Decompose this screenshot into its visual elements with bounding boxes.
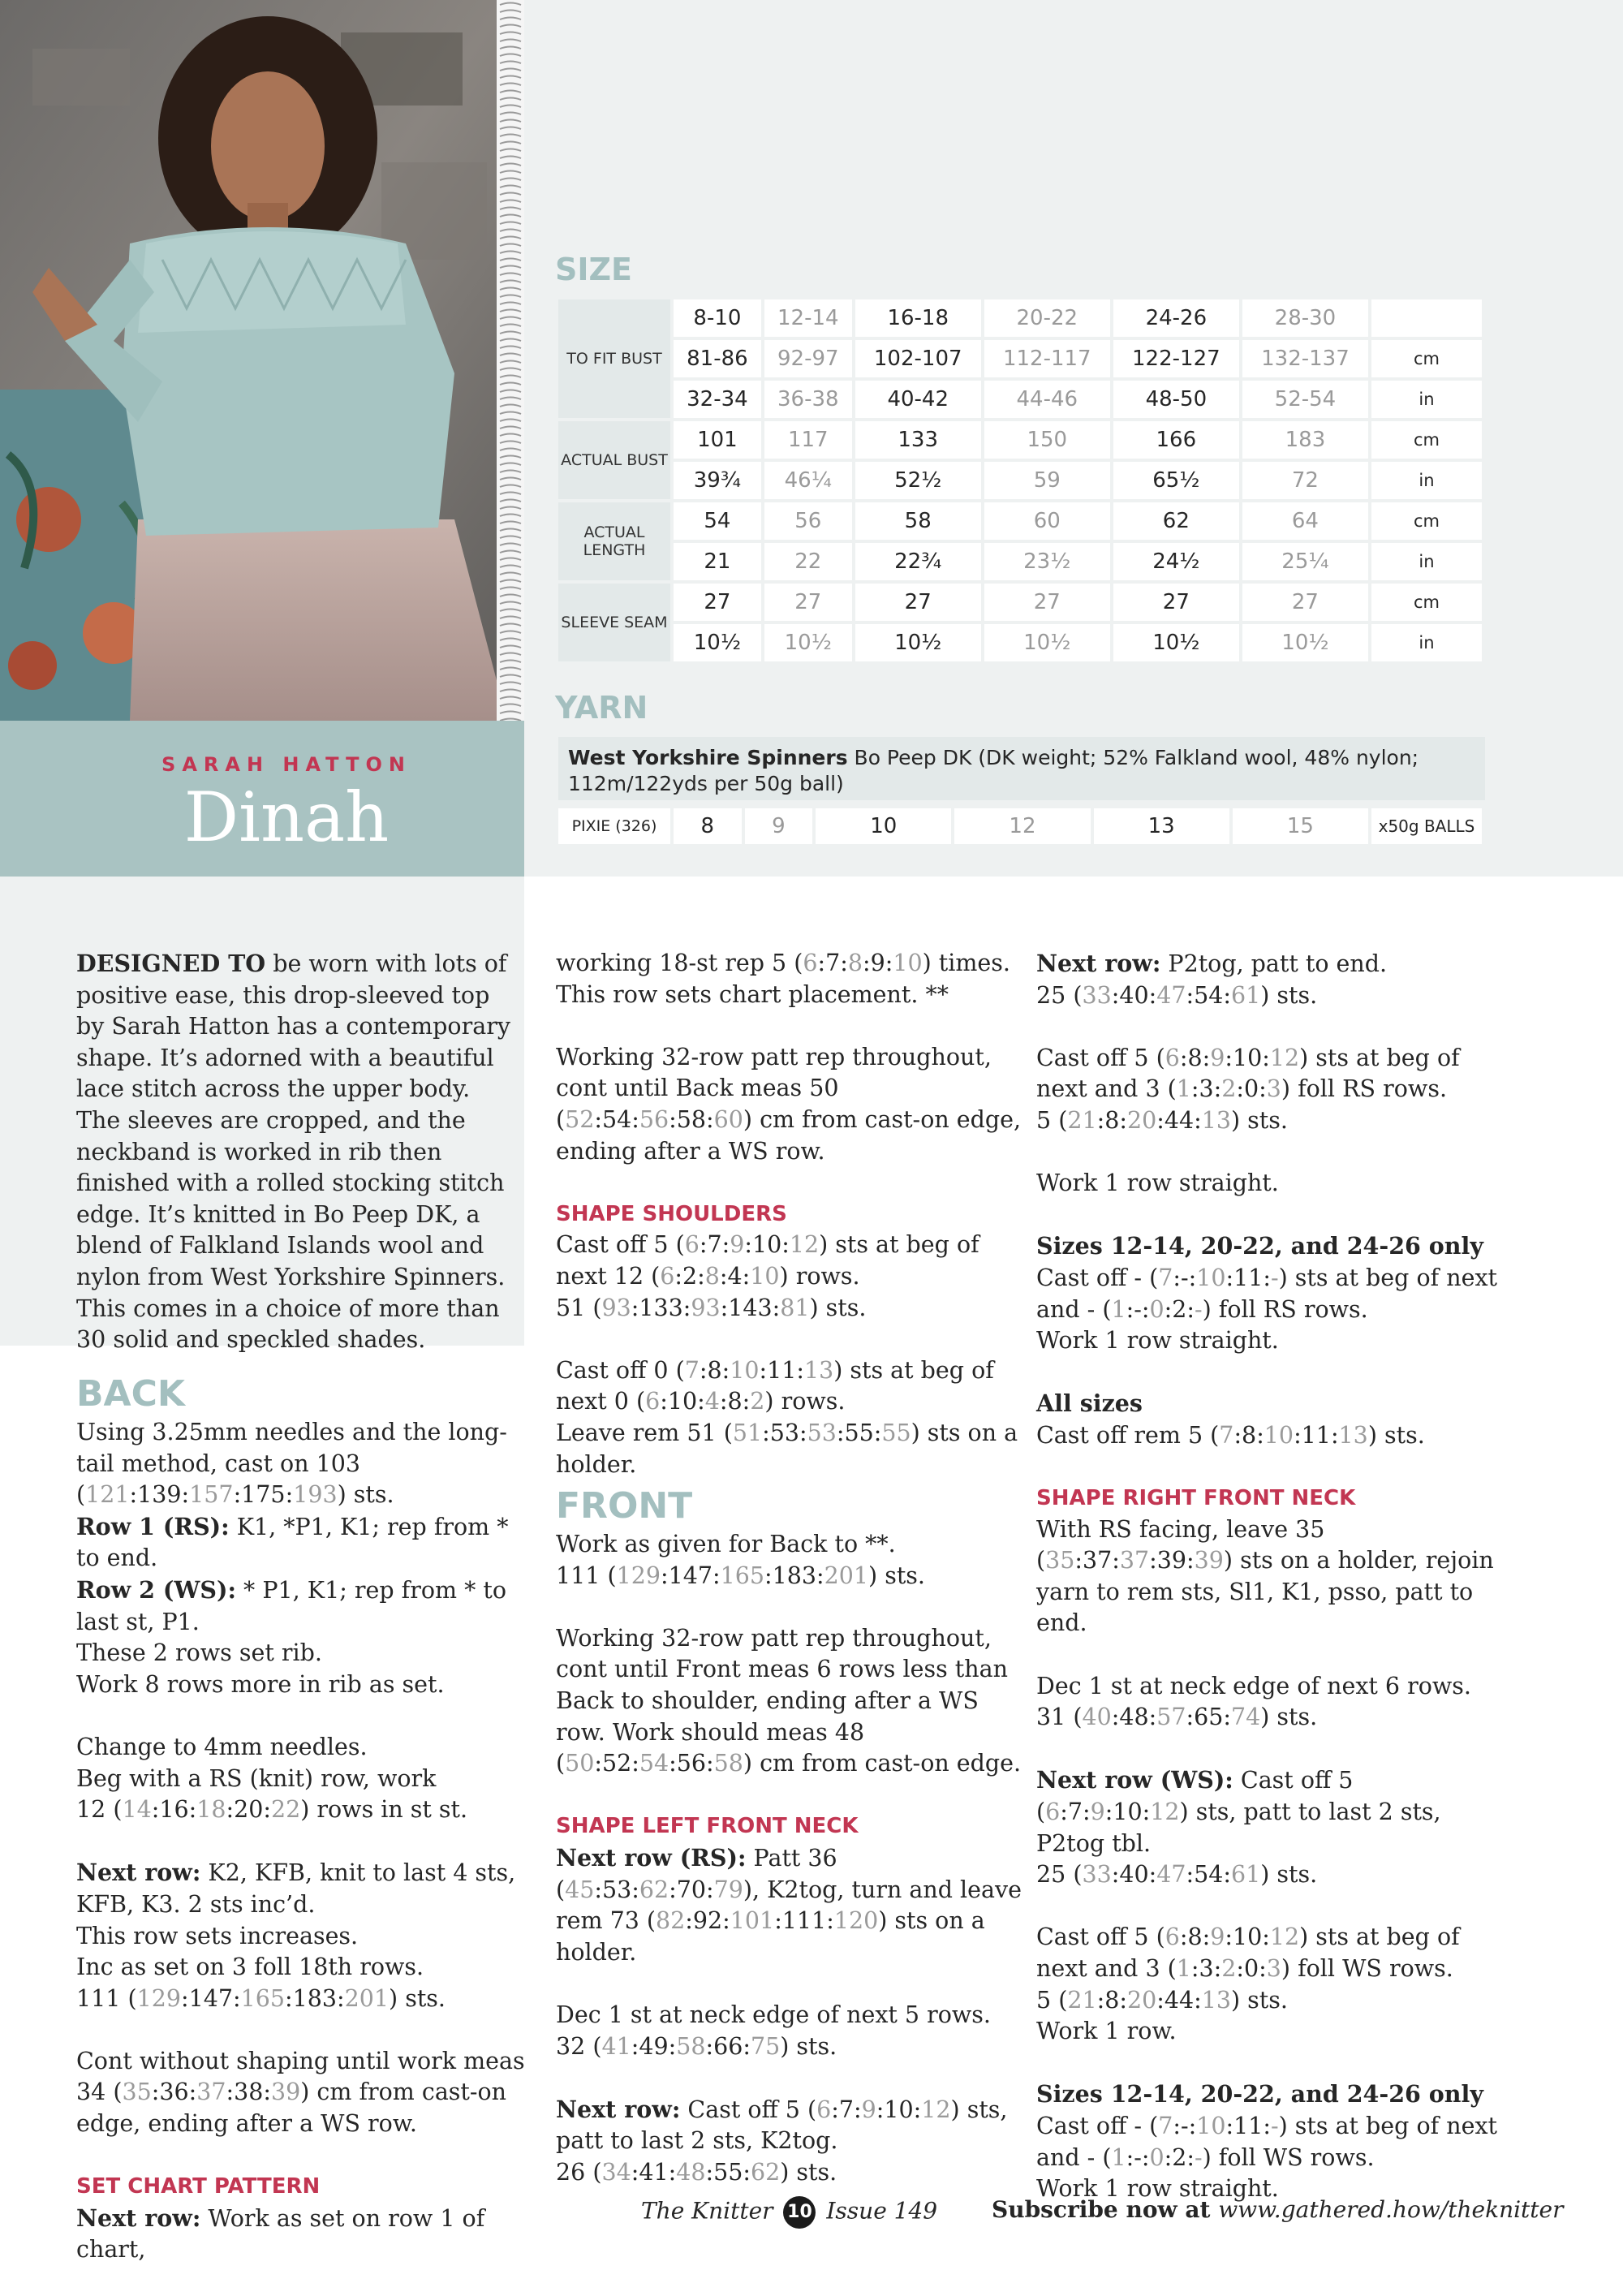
text: ) sts. (1367, 1421, 1425, 1449)
text: ) sts. (389, 1984, 446, 2012)
text: All sizes (1036, 1389, 1143, 1418)
text: Dec 1 st at neck edge of next 6 rows. (1036, 1672, 1471, 1699)
text: 5 ( (1036, 1106, 1068, 1134)
text: With RS facing, leave 35 ( (1036, 1515, 1325, 1574)
yarn-heading: YARN (555, 690, 648, 726)
size-values: 6:10:4:8:2 (645, 1388, 765, 1415)
size-values: 6:7:8:9:10 (803, 950, 923, 976)
text: Work 1 row. (1036, 2018, 1177, 2045)
size-values: 6:7:9:10:12 (1045, 1798, 1180, 1826)
next-row (1036, 948, 1503, 980)
unit-cell: cm (1371, 340, 1482, 377)
yarn-balls-cell: 9 (745, 808, 813, 844)
unit-cell: in (1371, 462, 1482, 499)
text: Cast off 0 ( (556, 1356, 685, 1384)
row-2 (76, 1574, 531, 1638)
text (556, 1355, 1022, 1418)
size-cell: 150 (984, 421, 1110, 459)
column-3 (1036, 948, 1503, 2205)
size-values: 1:-:0:2:- (1111, 2143, 1203, 2171)
size-cell: 27 (984, 584, 1110, 621)
size-cell: 32-34 (674, 381, 761, 418)
text: Cast off 5 ( (1036, 1767, 1354, 1826)
text: 32 ( (556, 2032, 602, 2060)
size-cell: 48-50 (1113, 381, 1239, 418)
yarn-unit: x50g BALLS (1371, 808, 1482, 844)
size-values: 6:7:9:10:12 (684, 1231, 820, 1259)
size-cell: 27 (764, 584, 852, 621)
yarn-row (558, 808, 1482, 844)
size-cell: 24-26 (1113, 299, 1239, 337)
text: ) sts on a holder. (556, 1907, 985, 1966)
size-cell: 101 (674, 421, 761, 459)
yarn-shade: PIXIE (326) (558, 808, 670, 844)
yarn-description (558, 737, 1485, 800)
unit-cell: in (1371, 381, 1482, 418)
size-cell: 183 (1242, 421, 1368, 459)
unit-cell: in (1371, 624, 1482, 661)
size-row (558, 381, 1482, 418)
text (556, 2157, 1022, 2189)
size-row (558, 421, 1482, 459)
text: ) rows in st st. (300, 1796, 468, 1824)
size-values: 7:8:10:11:13 (684, 1356, 834, 1384)
size-row-sizes (558, 299, 1482, 337)
text: Cast off 5 ( (680, 2096, 817, 2123)
text: ) sts at beg of next and 3 ( (1036, 1923, 1460, 1982)
size-cell: 22 (764, 543, 852, 580)
text: ) sts, patt to last 2 sts, P2tog tbl. (1036, 1798, 1441, 1857)
text: 111 ( (76, 1984, 137, 2012)
text (1036, 1043, 1503, 1105)
text: ) sts on a holder, rejoin yarn to rem sts, Sl1, K1, psso, patt to end. (1036, 1547, 1494, 1637)
text: Using 3.25mm needles and the long-tail method, cast on 103 ( (76, 1419, 507, 1509)
column-1 (76, 948, 514, 1356)
size-values: 121:139:157:175:193 (85, 1481, 338, 1509)
text: Change to 4mm needles. (76, 1733, 368, 1760)
text: K1, *P1, K1; rep from * to end. (76, 1513, 509, 1572)
text: ) foll WS rows. (1202, 2143, 1375, 2171)
text: ) sts. (337, 1481, 394, 1509)
yarn-table (555, 805, 1485, 847)
unit-cell: cm (1371, 502, 1482, 540)
size-cell: 52½ (855, 462, 981, 499)
size-values: 45:53:62:70:79 (565, 1876, 743, 1903)
text: * P1, K1; rep from * to last st, P1. (76, 1576, 506, 1635)
size-label: TO FIT BUST (558, 299, 670, 418)
size-cell: 59 (984, 462, 1110, 499)
text: ) sts at beg of next and 3 ( (1036, 1044, 1460, 1103)
text: Cast off 5 ( (556, 1231, 685, 1259)
text (1036, 1420, 1503, 1452)
size-values: 14:16:18:20:22 (122, 1796, 301, 1824)
size-cell: 58 (855, 502, 981, 540)
size-cell: 62 (1113, 502, 1239, 540)
text: working 18-st rep 5 ( (556, 950, 803, 976)
size-cell: 46¼ (764, 462, 852, 499)
size-cell: 132-137 (1242, 340, 1368, 377)
size-cell: 8-10 (674, 299, 761, 337)
text: Leave rem 51 ( (556, 1419, 733, 1446)
text: ) rows. (779, 1262, 860, 1290)
size-label: ACTUAL LENGTH (558, 502, 670, 580)
yarn-balls-cell: 15 (1233, 808, 1368, 844)
row-label: Next row: (1036, 950, 1161, 977)
text: ) sts. (1260, 981, 1318, 1009)
row-label: Next row (WS): (1036, 1766, 1233, 1794)
size-cell: 64 (1242, 502, 1368, 540)
text: Work 1 row straight. (1036, 1327, 1279, 1355)
yarn-balls-cell: 10 (816, 808, 951, 844)
size-values: 6:2:8:4:10 (660, 1262, 780, 1290)
size-table (555, 296, 1485, 665)
text (1036, 1514, 1503, 1639)
text: ) sts at beg of next and - ( (1036, 1264, 1497, 1323)
size-values: 129:147:165:183:201 (616, 1562, 869, 1589)
text: ) sts. (1230, 1106, 1288, 1134)
right-front-neck-heading: SHAPE RIGHT FRONT NECK (1036, 1486, 1356, 1511)
text (1036, 2111, 1503, 2173)
text (1036, 1263, 1503, 1325)
text: Inc as set on 3 foll 18th rows. (76, 1954, 424, 1981)
intro-paragraph (76, 948, 514, 1356)
size-cell: 10½ (1242, 624, 1368, 661)
left-front-neck-heading: SHAPE LEFT FRONT NECK (556, 1814, 859, 1839)
size-cell: 44-46 (984, 381, 1110, 418)
yarn-balls-cell: 13 (1094, 808, 1229, 844)
text: Beg with a RS (knit) row, work (76, 1764, 437, 1792)
text: Patt 36 ( (556, 1845, 837, 1903)
next-row (556, 2094, 1022, 2157)
text: Cast off 5 ( (1036, 1923, 1165, 1951)
text (556, 1042, 1022, 1167)
size-cell: 36-38 (764, 381, 852, 418)
text (1036, 1985, 1503, 2017)
size-values: 50:52:54:56:58 (565, 1750, 743, 1777)
size-cell: 81-86 (674, 340, 761, 377)
shoulders-heading: SHAPE SHOULDERS (556, 1201, 787, 1226)
subscribe-link[interactable]: www.gathered.how/theknitter (1218, 2196, 1564, 2223)
size-cell: 122-127 (1113, 340, 1239, 377)
text: ) times. (922, 950, 1010, 976)
model-photo (0, 0, 507, 721)
text (76, 1794, 531, 1826)
next-row-rs (556, 1842, 1022, 1968)
text (556, 1623, 1022, 1780)
size-cell: 92-97 (764, 340, 852, 377)
intro-lead: DESIGNED TO (76, 950, 266, 977)
text: ) sts. (868, 1562, 925, 1589)
text: 5 ( (1036, 1986, 1068, 2014)
text: Working 32-row patt rep throughout, cont until Back meas 50 ( (556, 1043, 992, 1133)
size-values: 7:-:10:11:- (1158, 2112, 1279, 2139)
size-cell: 10½ (855, 624, 981, 661)
designer-name: SARAH HATTON (161, 753, 411, 776)
text: ) sts on a holder. (556, 1419, 1018, 1478)
text: P2tog, patt to end. (1160, 950, 1388, 977)
text (1036, 1859, 1503, 1891)
size-values: 21:8:20:44:13 (1067, 1106, 1231, 1134)
text: This row sets chart placement. ** (556, 980, 949, 1008)
row-label: Next row (RS): (556, 1844, 747, 1872)
text: Sizes 12-14, 20-22, and 24-26 only (1036, 2080, 1483, 2109)
text: 31 ( (1036, 1704, 1083, 1731)
back-heading: BACK (76, 1373, 185, 1415)
size-label: ACTUAL BUST (558, 421, 670, 499)
size-cell: 10½ (984, 624, 1110, 661)
text: 25 ( (1036, 1861, 1083, 1889)
text (556, 2031, 1022, 2063)
size-values: 1:3:2:0:3 (1176, 1075, 1281, 1103)
size-values: 7:8:10:11:13 (1219, 1421, 1368, 1449)
text (556, 1293, 1022, 1325)
size-values: 35:37:37:39:39 (1045, 1547, 1224, 1574)
cast-on (76, 1417, 531, 1511)
text (76, 1984, 531, 2015)
row-label: Next row: (76, 2203, 201, 2232)
text: Working 32-row patt rep throughout, cont until Front meas 6 rows less than Back to shoulder, ending after a WS row. Work should meas 48 ( (556, 1624, 1008, 1777)
text: Work as given for Back to **. (556, 1531, 896, 1558)
size-values: 129:147:165:183:201 (136, 1984, 390, 2012)
text (556, 948, 1022, 980)
front-heading: FRONT (556, 1485, 693, 1527)
size-values: 6:7:9:10:12 (816, 2096, 951, 2123)
size-cell: 52-54 (1242, 381, 1368, 418)
pattern-title: Dinah (183, 778, 390, 857)
size-row (558, 584, 1482, 621)
size-cell: 112-117 (984, 340, 1110, 377)
text (556, 1230, 1022, 1292)
size-values: 40:48:57:65:74 (1082, 1704, 1261, 1731)
unit-cell: in (1371, 543, 1482, 580)
text: Cast off - ( (1036, 2112, 1159, 2139)
size-values: 33:40:47:54:61 (1082, 1861, 1261, 1889)
text (1036, 1702, 1503, 1734)
size-cell: 27 (855, 584, 981, 621)
text: Cast off 5 ( (1036, 1044, 1165, 1071)
column-2 (556, 948, 1022, 2189)
row-label: Row 1 (RS): (76, 1512, 230, 1540)
unit-cell (1371, 299, 1482, 337)
size-row (558, 624, 1482, 661)
size-values: 51:53:53:55:55 (732, 1419, 911, 1446)
size-cell: 65½ (1113, 462, 1239, 499)
yarn-brand: West Yorkshire Spinners (568, 746, 848, 769)
size-cell: 27 (674, 584, 761, 621)
text: ) sts at beg of next 12 ( (556, 1231, 979, 1290)
row-label: Next row: (556, 2095, 681, 2123)
size-values: 6:8:9:10:12 (1165, 1044, 1300, 1071)
text: ) sts. (1260, 1704, 1318, 1731)
page-number-badge: 10 (783, 2196, 816, 2229)
magazine-name: The Knitter (641, 2197, 773, 2225)
size-cell: 166 (1113, 421, 1239, 459)
text (1036, 1922, 1503, 1984)
text: ) cm from cast-on edge. (743, 1750, 1022, 1777)
size-cell: 27 (1242, 584, 1368, 621)
text: Work 8 rows more in rib as set. (76, 1670, 445, 1698)
text: Sizes 12-14, 20-22, and 24-26 only (1036, 1232, 1483, 1260)
size-values: 6:8:9:10:12 (1165, 1923, 1300, 1951)
all-sizes-heading (1036, 1388, 1503, 1420)
text: ) sts. (1260, 1861, 1318, 1889)
text: 51 ( (556, 1294, 602, 1321)
text: ) cm from cast-on edge, ending after a WS row. (556, 1105, 1022, 1165)
size-label: SLEEVE SEAM (558, 584, 670, 661)
text: 111 ( (556, 1562, 617, 1589)
text: ) sts. (1230, 1986, 1288, 2014)
size-cell: 27 (1113, 584, 1239, 621)
text: Work 1 row straight. (1036, 1170, 1279, 1197)
size-cell: 16-18 (855, 299, 981, 337)
size-values: 35:36:37:38:39 (122, 2078, 301, 2106)
size-cell: 28-30 (1242, 299, 1368, 337)
size-row (558, 502, 1482, 540)
text: 12 ( (76, 1796, 123, 1824)
size-values: 82:92:101:111:120 (656, 1907, 879, 1935)
size-cell: 24½ (1113, 543, 1239, 580)
text (556, 1561, 1022, 1592)
footer-issue (641, 2196, 937, 2229)
text: Cast off - ( (1036, 1264, 1159, 1291)
size-cell: 60 (984, 502, 1110, 540)
text: K2, KFB, knit to last 4 sts, KFB, K3. 2 sts inc’d. (76, 1859, 516, 1918)
next-row (76, 1857, 531, 1920)
text: ) foll WS rows. (1281, 1955, 1453, 1982)
text: These 2 rows set rib. (76, 1639, 322, 1667)
sizes-heading (1036, 1230, 1503, 1263)
text: Work 1 row straight. (1036, 2175, 1279, 2203)
size-cell: 10½ (764, 624, 852, 661)
size-values: 33:40:47:54:61 (1082, 981, 1261, 1009)
size-cell: 72 (1242, 462, 1368, 499)
text: ) sts at beg of next and - ( (1036, 2112, 1497, 2171)
text: ) foll RS rows. (1281, 1075, 1448, 1103)
size-row (558, 543, 1482, 580)
text: ) sts at beg of next 0 ( (556, 1356, 994, 1415)
size-cell: 23½ (984, 543, 1110, 580)
text (76, 2046, 531, 2140)
text (1036, 1105, 1503, 1137)
issue-number: Issue 149 (826, 2197, 938, 2225)
yarn-balls-cell: 12 (954, 808, 1090, 844)
size-row (558, 340, 1482, 377)
size-cell: 117 (764, 421, 852, 459)
size-cell: 56 (764, 502, 852, 540)
sizes-heading (1036, 2078, 1503, 2111)
size-heading: SIZE (555, 252, 633, 287)
size-values: 34:41:48:55:62 (601, 2158, 781, 2186)
size-cell: 20-22 (984, 299, 1110, 337)
chart-heading: SET CHART PATTERN (76, 2174, 321, 2199)
next-row-ws (1036, 1764, 1503, 1859)
text: ) sts. (809, 1294, 867, 1321)
size-values: 21:8:20:44:13 (1067, 1986, 1231, 2014)
size-cell: 40-42 (855, 381, 981, 418)
size-cell: 54 (674, 502, 761, 540)
intro-text: be worn with lots of positive ease, this drop-sleeved top by Sarah Hatton has a contemporary shape. It’s adorned with a beautiful lace stitch across the upper body. The sleeves are cropped, and the neckband is worked in rib then finished with a rolled stocking stitch edge. It’s knitted in Bo Peep DK, a blend of Falkland Islands wool and nylon from West Yorkshire Spinners. This comes in a choice of more than 30 solid and speckled shades. (76, 950, 510, 1354)
size-cell: 133 (855, 421, 981, 459)
text: ) rows. (764, 1388, 846, 1415)
size-values: 7:-:10:11:- (1158, 1264, 1279, 1291)
row-label: Row 2 (WS): (76, 1575, 236, 1604)
size-cell: 10½ (1113, 624, 1239, 661)
size-cell: 22¾ (855, 543, 981, 580)
size-cell: 25¼ (1242, 543, 1368, 580)
size-cell: 12-14 (764, 299, 852, 337)
text: Cont without shaping until work meas 34 ( (76, 2047, 525, 2106)
size-cell: 39¾ (674, 462, 761, 499)
unit-cell: cm (1371, 584, 1482, 621)
yarn-balls-cell: 8 (674, 808, 742, 844)
size-cell: 10½ (674, 624, 761, 661)
size-values: 1:3:2:0:3 (1176, 1955, 1281, 1982)
text: ) sts. (780, 2032, 837, 2060)
subscribe-text: Subscribe now at (992, 2196, 1219, 2223)
back-section (76, 1372, 531, 2266)
text: Dec 1 st at neck edge of next 5 rows. (556, 2001, 991, 2028)
size-cell: 21 (674, 543, 761, 580)
text: Cast off rem 5 ( (1036, 1421, 1220, 1449)
text: ) sts, patt to last 2 sts, K2tog. (556, 2096, 1008, 2155)
size-row (558, 462, 1482, 499)
yarn-details: Bo Peep DK (DK weight; 52% Falkland wool, 48% nylon; 112m/122yds per 50g ball) (568, 746, 1419, 795)
text: ), K2tog, turn and leave rem 73 ( (556, 1876, 1022, 1935)
text: ) sts. (780, 2158, 837, 2186)
text: 26 ( (556, 2158, 602, 2186)
text (1036, 980, 1503, 1012)
text: ) foll RS rows. (1202, 1295, 1368, 1323)
size-values: 41:49:58:66:75 (601, 2032, 781, 2060)
text: Work as set on row 1 of chart, (76, 2204, 485, 2264)
size-values: 93:133:93:143:81 (601, 1294, 810, 1321)
row-label: Next row: (76, 1859, 201, 1887)
text: ) cm from cast-on edge, ending after a WS row. (76, 2078, 507, 2138)
size-values: 52:54:56:58:60 (565, 1105, 743, 1133)
chart-row (76, 2203, 531, 2266)
row-1 (76, 1511, 531, 1574)
unit-cell: cm (1371, 421, 1482, 459)
text: This row sets increases. (76, 1922, 359, 1949)
text (556, 1418, 1022, 1480)
size-values: 1:-:0:2:- (1111, 1295, 1203, 1323)
footer-subscribe (992, 2196, 1564, 2223)
size-cell: 102-107 (855, 340, 981, 377)
text: 25 ( (1036, 981, 1083, 1009)
